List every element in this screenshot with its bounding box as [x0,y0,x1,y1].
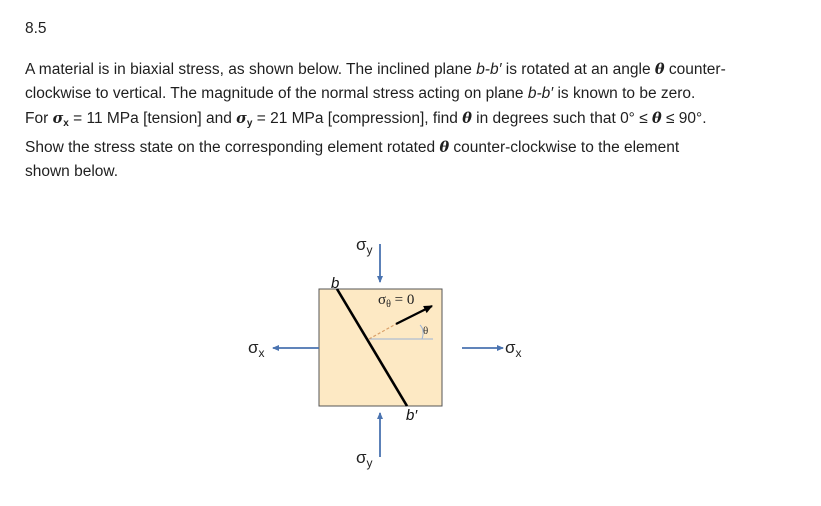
statement-line-4: Show the stress state on the corresponding element rotated θ counter-clockwise to the element [25,138,680,156]
plane-label-b: b [331,275,340,292]
statement-line-1: A material is in biaxial stress, as shown below. The inclined plane b-b′ is rotated at an angle θ counter- [25,61,726,78]
sigma-y-top-label: $\sigma_y$ [356,235,373,257]
sigma-x-left-label: $\sigma_x$ [248,338,265,360]
problem-number: 8.5 [25,20,47,37]
statement-line-5: shown below. [25,163,119,181]
plane-label-b-prime: b′ [406,407,418,424]
sigma-x-right-label: $\sigma_x$ [505,338,522,360]
sigma-y-bottom-label: $\sigma_y$ [356,448,373,470]
statement-line-3: For $\sigma_x = 11$ MPa [tension] and $\sigma_y = 21$ MPa [compression], find θ in degrees such that 0° ≤ θ ≤ 90°. [25,109,707,129]
angle-label: θ [423,325,429,337]
normal-stress-label: $\sigma_\theta = 0$ [378,292,415,310]
statement-line-2: clockwise to vertical. The magnitude of the normal stress acting on plane b-b′ is known to be zero. [25,85,696,103]
